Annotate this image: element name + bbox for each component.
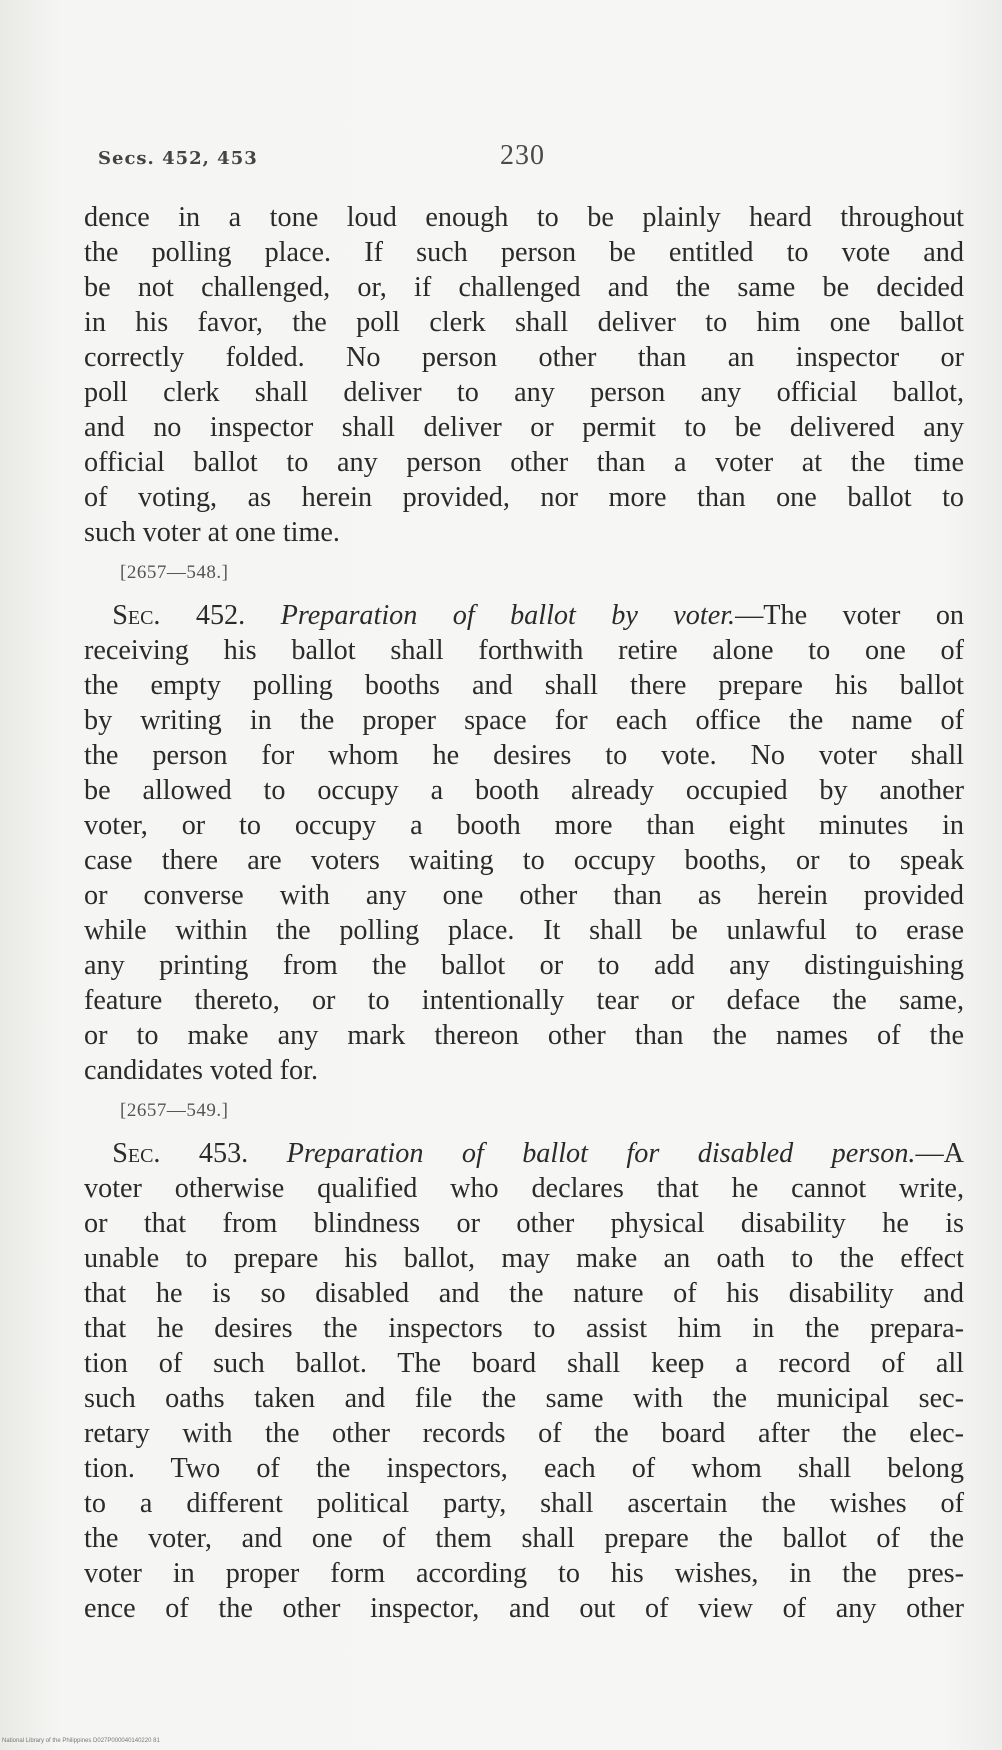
text-line: be not challenged, or, if challenged and the same be decided — [84, 272, 964, 303]
text-line: voter in proper form according to his wishes, in the pres- — [84, 1558, 964, 1589]
text-line: retary with the other records of the board after the elec- — [84, 1418, 964, 1449]
text-line: poll clerk shall deliver to any person any official ballot, — [84, 377, 964, 408]
text-line: the polling place. If such person be entitled to vote and — [84, 237, 964, 268]
citation: [2657—549.] — [120, 1100, 229, 1121]
text-line: feature thereto, or to intentionally tear or deface the same, — [84, 985, 964, 1016]
text-line: tion. Two of the inspectors, each of whom shall belong — [84, 1453, 964, 1484]
text-line: case there are voters waiting to occupy booths, or to speak — [84, 845, 964, 876]
text-line: the voter, and one of them shall prepare the ballot of the — [84, 1523, 964, 1554]
text-line: such oaths taken and file the same with the municipal sec- — [84, 1383, 964, 1414]
text-line: and no inspector shall deliver or permit to be delivered any — [84, 412, 964, 443]
text-line: voter, or to occupy a booth more than eight minutes in — [84, 810, 964, 841]
text-line: in his favor, the poll clerk shall deliver to him one ballot — [84, 307, 964, 338]
text-line: that he desires the inspectors to assist him in the prepara- — [84, 1313, 964, 1344]
text-run: —The voter on — [735, 600, 965, 631]
text-line: of voting, as herein provided, nor more than one ballot to — [84, 482, 964, 513]
text-line: candidates voted for. — [84, 1055, 319, 1086]
section-label: Sec. 452. — [112, 600, 246, 631]
text-line: tion of such ballot. The board shall keep a record of all — [84, 1348, 964, 1379]
section-453 — [84, 1136, 964, 1626]
section-first-line — [84, 598, 964, 633]
section-heading: Preparation of ballot for disabled person. — [286, 1138, 916, 1169]
text-line: official ballot to any person other than a voter at the time — [84, 447, 964, 478]
section-label: Sec. 453. — [112, 1138, 249, 1169]
text-run: —A — [915, 1138, 965, 1169]
text-line: receiving his ballot shall forthwith retire alone to one of — [84, 635, 964, 666]
text-line: ence of the other inspector, and out of view of any other — [84, 1593, 964, 1624]
section-452 — [84, 598, 964, 1088]
text-line: while within the polling place. It shall be unlawful to erase — [84, 915, 964, 946]
text-line: any printing from the ballot or to add any distinguishing — [84, 950, 964, 981]
running-head — [0, 140, 1002, 180]
text-line: by writing in the proper space for each office the name of — [84, 705, 964, 736]
section-first-line — [84, 1136, 964, 1171]
text-line: or converse with any one other than as herein provided — [84, 880, 964, 911]
body-text — [84, 200, 964, 1626]
text-line: unable to prepare his ballot, may make an oath to the effect — [84, 1243, 964, 1274]
text-line: such voter at one time. — [84, 517, 340, 548]
text-line: be allowed to occupy a booth already occupied by another — [84, 775, 964, 806]
text-line: correctly folded. No person other than an inspector or — [84, 342, 964, 373]
citation: [2657—548.] — [120, 562, 229, 583]
section-reference: Secs. 452, 453 — [98, 148, 258, 169]
text-line: or that from blindness or other physical disability he is — [84, 1208, 964, 1239]
continued-paragraph — [84, 200, 964, 550]
text-line: that he is so disabled and the nature of his disability and — [84, 1278, 964, 1309]
text-line: the empty polling booths and shall there prepare his ballot — [84, 670, 964, 701]
page-number: 230 — [500, 140, 545, 171]
text-line: voter otherwise qualified who declares that he cannot write, — [84, 1173, 964, 1204]
text-line: the person for whom he desires to vote. No voter shall — [84, 740, 964, 771]
text-line: or to make any mark thereon other than the names of the — [84, 1020, 964, 1051]
scan-footer: National Library of the Philippines D027P000040140220 81 — [2, 1738, 160, 1744]
section-heading: Preparation of ballot by voter. — [280, 600, 736, 631]
text-line: dence in a tone loud enough to be plainly heard throughout — [84, 202, 964, 233]
text-line: to a different political party, shall ascertain the wishes of — [84, 1488, 964, 1519]
